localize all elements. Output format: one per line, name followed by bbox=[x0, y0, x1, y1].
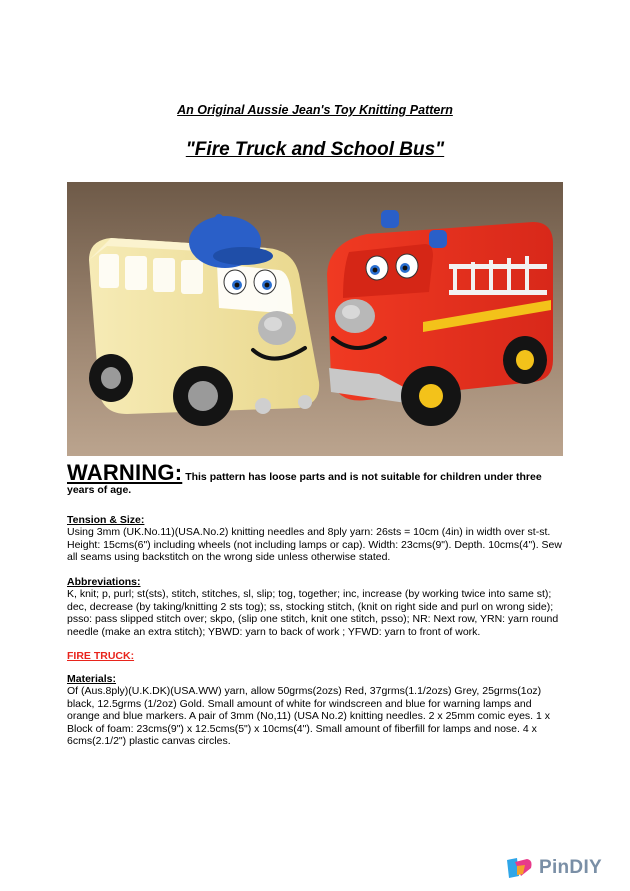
abbreviations-text: K, knit; p, purl; st(sts), stitch, stitches, sl, slip; tog, together; inc, increase (by working twice into same st); dec, decrease (by taking/knitting 2 sts tog); ss, stocking stitch, (knit on right side and purl on wrong side); psso: pass slipped stitch over; skpo, (slip one stitch, knit one stitch, psso); NR: Next row, YRN: yarn round needle (make an extra stitch); YBWD: yarn to back of work ; YFWD: yarn to front of work. bbox=[67, 588, 559, 638]
fire-truck-section bbox=[67, 650, 567, 662]
tension-text: Using 3mm (UK.No.11)(USA.No.2) knitting needles and 8ply yarn: 26sts = 10cm (4in) in width over st-st. Height: 15cms(6") including wheels (not including lamps or cap). Width: 23cms(9"). Depth. 10cms(4"). Sew all seams using backstitch on the wrong side unless otherwise stated. bbox=[67, 526, 562, 564]
fire-truck-heading: FIRE TRUCK: bbox=[67, 650, 135, 662]
pindiy-text: PinDIY bbox=[538, 857, 602, 878]
tension-section bbox=[67, 514, 567, 564]
tension-heading: Tension & Size: bbox=[67, 514, 145, 526]
materials-heading: Materials: bbox=[67, 673, 117, 685]
warning-label: WARNING: bbox=[67, 460, 183, 485]
pindiy-watermark bbox=[505, 855, 602, 881]
warning-notice bbox=[67, 460, 567, 497]
pattern-subtitle: An Original Aussie Jean's Toy Knitting Pattern bbox=[177, 103, 453, 117]
toy-photo bbox=[67, 182, 563, 456]
knitted-toys-illustration bbox=[67, 182, 563, 456]
warning-text: This pattern has loose parts and is not suitable for children under three years of age. bbox=[67, 471, 542, 496]
pattern-title: "Fire Truck and School Bus" bbox=[185, 139, 445, 160]
materials-section bbox=[67, 673, 567, 747]
abbreviations-section bbox=[67, 576, 567, 638]
pindiy-logo-icon bbox=[505, 856, 535, 880]
abbreviations-heading: Abbreviations: bbox=[67, 576, 141, 588]
materials-text: Of (Aus.8ply)(U.K.DK)(USA.WW) yarn, allow 50grms(2ozs) Red, 37grms(1.1/2ozs) Grey, 25grms(1oz) black, 12.5grms (1/2oz) Gold. Small amount of white for windscreen and blue for warning lamps and orange and blue markers. A pair of 3mm (No,11) (USA No.2) knitting needles. 2 x 25mm comic eyes. 1 x Block of foam: 23cms(9") x 12.5cms(5") x 10cms(4"). Small amount of fiberfill for lamps and nose. 4 x 6cms(2.1/2") plastic canvas circles. bbox=[67, 685, 551, 748]
